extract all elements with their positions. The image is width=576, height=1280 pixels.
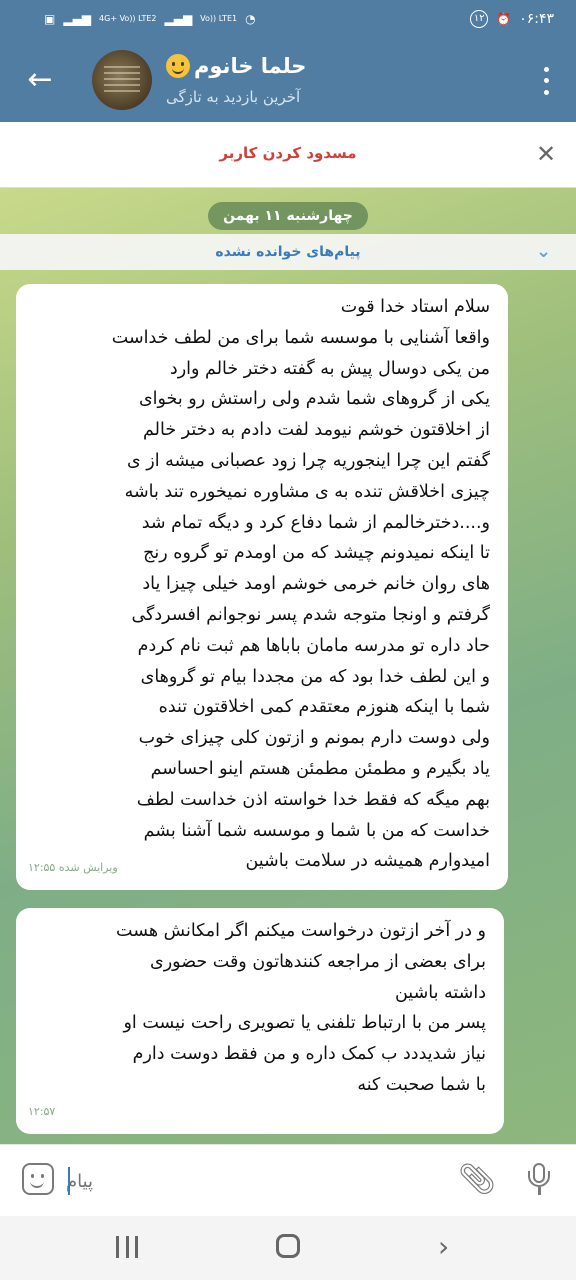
chevron-down-icon[interactable]: ⌄ <box>536 241 552 262</box>
message-input[interactable] <box>66 1165 426 1197</box>
signal-1-icon: ▂▄▆ <box>63 12 92 26</box>
smiley-emoji-icon <box>166 54 190 78</box>
chat-title[interactable] <box>166 54 306 78</box>
chat-title-text: حلما خانوم <box>194 54 307 78</box>
unread-messages-label: پیام‌های خوانده نشده <box>215 244 361 260</box>
text-cursor <box>68 1167 70 1195</box>
status-bar <box>0 0 576 40</box>
wifi-icon: ◔ <box>245 12 256 26</box>
avatar[interactable] <box>92 50 152 110</box>
back-arrow-icon[interactable]: ← <box>27 62 53 97</box>
attachment-icon[interactable]: 📎︎ <box>458 1162 497 1197</box>
chat-header <box>0 40 576 122</box>
unread-messages-divider <box>0 234 576 270</box>
block-user-button[interactable]: مسدود کردن کاربر <box>219 144 357 162</box>
notification-icon: ▣ <box>44 12 56 26</box>
close-icon[interactable]: ✕ <box>536 140 557 168</box>
network-1-label: 4G+ Vo)) LTE2 <box>99 14 157 23</box>
chat-area[interactable] <box>0 188 576 1144</box>
notification-count: ۱۲ <box>470 10 488 28</box>
recent-apps-icon[interactable] <box>116 1236 138 1258</box>
date-separator: چهارشنبه ۱۱ بهمن <box>208 202 368 230</box>
emoji-icon[interactable] <box>22 1163 54 1195</box>
message-bubble[interactable] <box>16 908 504 1134</box>
signal-2-icon: ▂▄▆ <box>164 12 193 26</box>
status-time: ۰۶:۴۳ <box>519 11 554 27</box>
message-meta: ۱۲:۵۷ <box>28 1105 56 1119</box>
message-text: سلام استاد خدا قوت واقعا آشنایی با موسسه شما برای من لطف خداست من یکی دوسال پیش به گفته دختر خالم وارد یکی از گروهای شما شدم ولی راستش رو بخوای از اخلاقتون خوشم نیومد لفت دادم به دختر خالم گفتم این چرا اینجوریه چرا زود عصبانی میشه از ی چیزی اخلاقش تنده به ی مشاوره نمیخوره تند باشه و....دخترخالمم از شما دفاع کرد و دیگه تمام شد تا اینکه نمیدونم چیشد که من اومدم تو گروه رنج های روان خانم خرمی خوشم اومد خیلی چیزا یاد گرفتم و اونجا متوجه شدم پسر نوجوانم افسردگی حاد داره تو مدرسه مامان باباها هم ثبت نام کردم و این لطف خدا بود که من مجددا بیام تو گروهای شما با اینکه هنوزم معتقدم کمی اخلاقتون تنده ولی دوست دارم بمونم و ازتون کلی چیزای خوب یاد بگیرم و مطمئن مطمئن هستم اینو احساسم بهم میگه که فقط خدا خواسته اذن خداست لطف خداست که من با شما و موسسه شما آشنا بشم امیدوارم همیشه در سلامت باشین <box>111 297 490 872</box>
status-bar-right <box>470 10 554 28</box>
more-options-icon[interactable] <box>536 64 556 98</box>
block-user-bar <box>0 122 576 188</box>
message-text: و در آخر ازتون درخواست میکنم اگر امکانش هست برای بعضی از مراجعه کنندهاتون وقت حضوری داشته باشین پسر من با ارتباط تلفنی یا تصویری راحت نیست او نیاز شدیددد ب کمک داره و من فقط دوست دارم با شما صحبت کنه <box>116 921 486 1095</box>
message-bubble[interactable] <box>16 284 508 890</box>
alarm-icon: ⏰ <box>496 12 512 26</box>
message-composer <box>0 1144 576 1216</box>
message-meta: ویرایش شده ۱۲:۵۵ <box>28 861 118 875</box>
network-2-label: Vo)) LTE1 <box>200 14 238 23</box>
nav-back-icon[interactable]: › <box>438 1230 450 1263</box>
microphone-icon[interactable] <box>524 1161 554 1199</box>
status-bar-left <box>44 10 256 28</box>
home-icon[interactable] <box>276 1234 300 1258</box>
last-seen-status: آخرین بازدید به تازگی <box>166 88 301 106</box>
system-nav-bar <box>0 1216 576 1280</box>
